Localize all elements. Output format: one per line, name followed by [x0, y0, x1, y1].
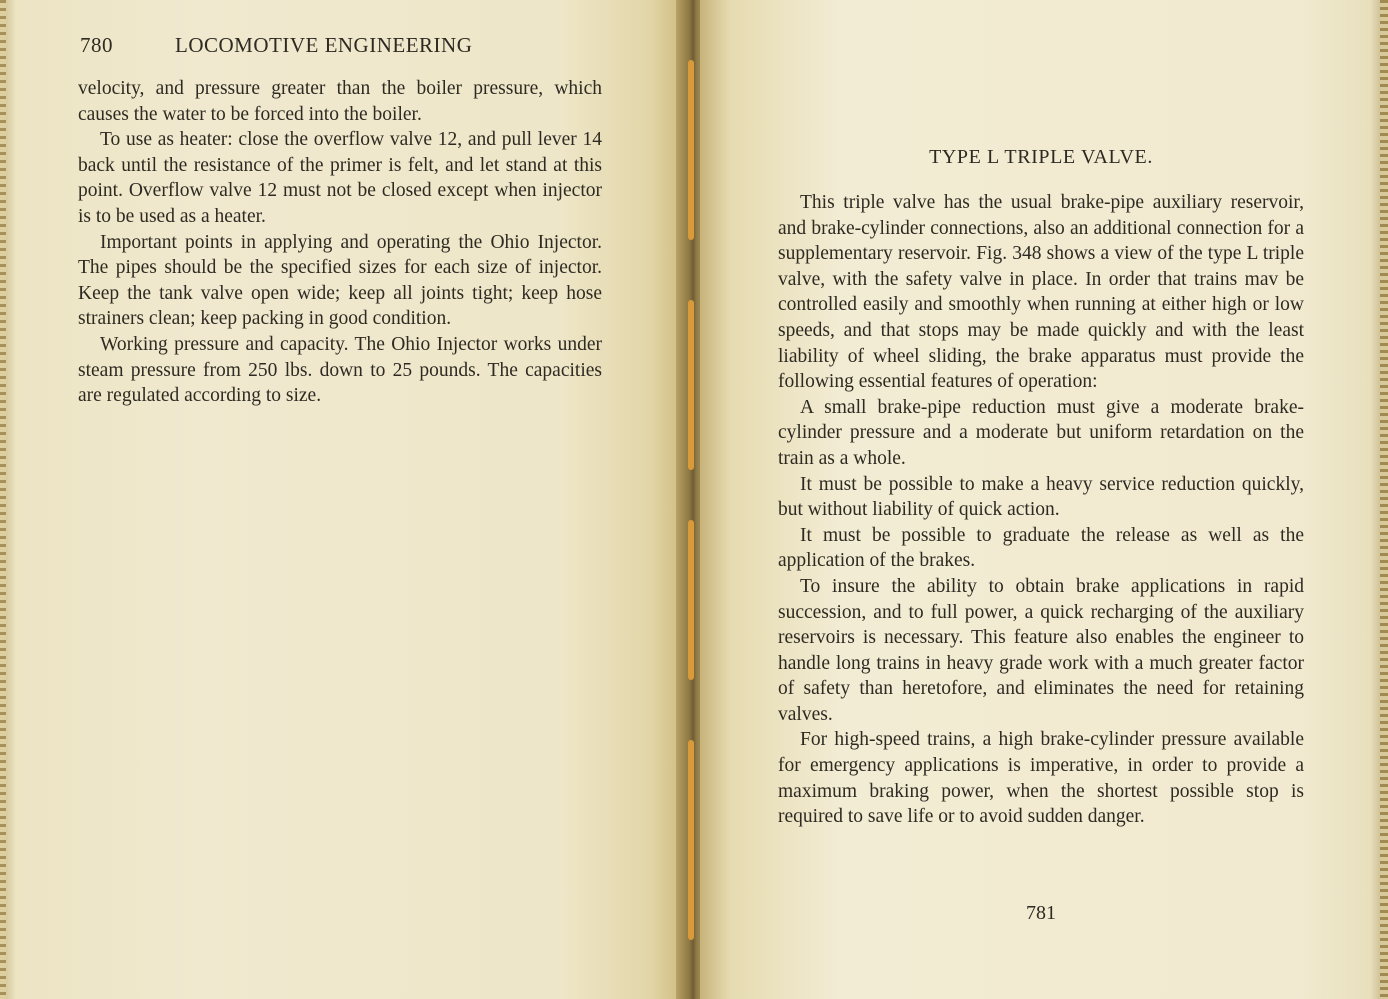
paragraph: For high-speed trains, a high brake-cylinder pressure available for emergency applications is imperative, in order to provide a maximum braking power, when the shortest possible stop is required to save life or to avoid sudden danger. — [778, 729, 1304, 828]
left-body-text — [78, 76, 602, 409]
binding-stitch — [688, 60, 694, 240]
binding-stitch — [688, 300, 694, 470]
paragraph: A small brake-pipe reduction must give a moderate brake-cylinder pressure and a moderate but uniform retardation on the train as a whole. — [778, 396, 1304, 469]
paragraph: To insure the ability to obtain brake applications in rapid succession, and to full power, a quick recharging of the auxiliary reservoirs is necessary. This feature also enables the engineer to handle long trains in heavy grade work with a much greater factor of safety than heretofore, and eliminates the need for retaining valves. — [778, 575, 1304, 725]
paragraph: It must be possible to make a heavy service reduction quickly, but without liability of quick action. — [778, 473, 1304, 521]
left-page-edge — [0, 0, 6, 999]
paragraph: This triple valve has the usual brake-pipe auxiliary reservoir, and brake-cylinder connections, also an additional connection for a supplementary reservoir. Fig. 348 shows a view of the type L triple valve, with the safety valve in place. In order that trains mav be controlled easily and smoothly when running at either high or low speeds, and that stops may be made quickly and with the least liability of wheel sliding, the brake apparatus must provide the following essential features of operation: — [778, 192, 1304, 393]
paragraph: Important points in applying and operating the Ohio Injector. The pipes should be the specified sizes for each size of injector. Keep the tank valve open wide; keep all joints tight; keep hose strainers clean; keep packing in good condition. — [78, 231, 602, 330]
right-body-text — [778, 190, 1304, 830]
paragraph: To use as heater: close the overflow valve 12, and pull lever 14 back until the resistance of the primer is felt, and let stand at this point. Overflow valve 12 must not be closed except when injector is to be used as a heater. — [78, 129, 602, 227]
paragraph: Working pressure and capacity. The Ohio Injector works under steam pressure from 250 lbs. down to 25 pounds. The capacities are regulated according to size. — [78, 333, 602, 407]
paragraph: velocity, and pressure greater than the boiler pressure, which causes the water to be forced into the boiler. — [78, 78, 602, 125]
binding-stitch — [688, 520, 694, 680]
section-title: TYPE L TRIPLE VALVE. — [929, 146, 1153, 168]
left-page-number: 780 — [80, 33, 113, 57]
left-page — [0, 0, 686, 999]
right-page-edge — [1380, 0, 1388, 999]
right-page-number: 781 — [1026, 902, 1056, 924]
running-title: LOCOMOTIVE ENGINEERING — [175, 33, 473, 57]
paragraph: It must be possible to graduate the release as well as the application of the brakes. — [778, 524, 1304, 572]
binding-stitch — [688, 740, 694, 940]
